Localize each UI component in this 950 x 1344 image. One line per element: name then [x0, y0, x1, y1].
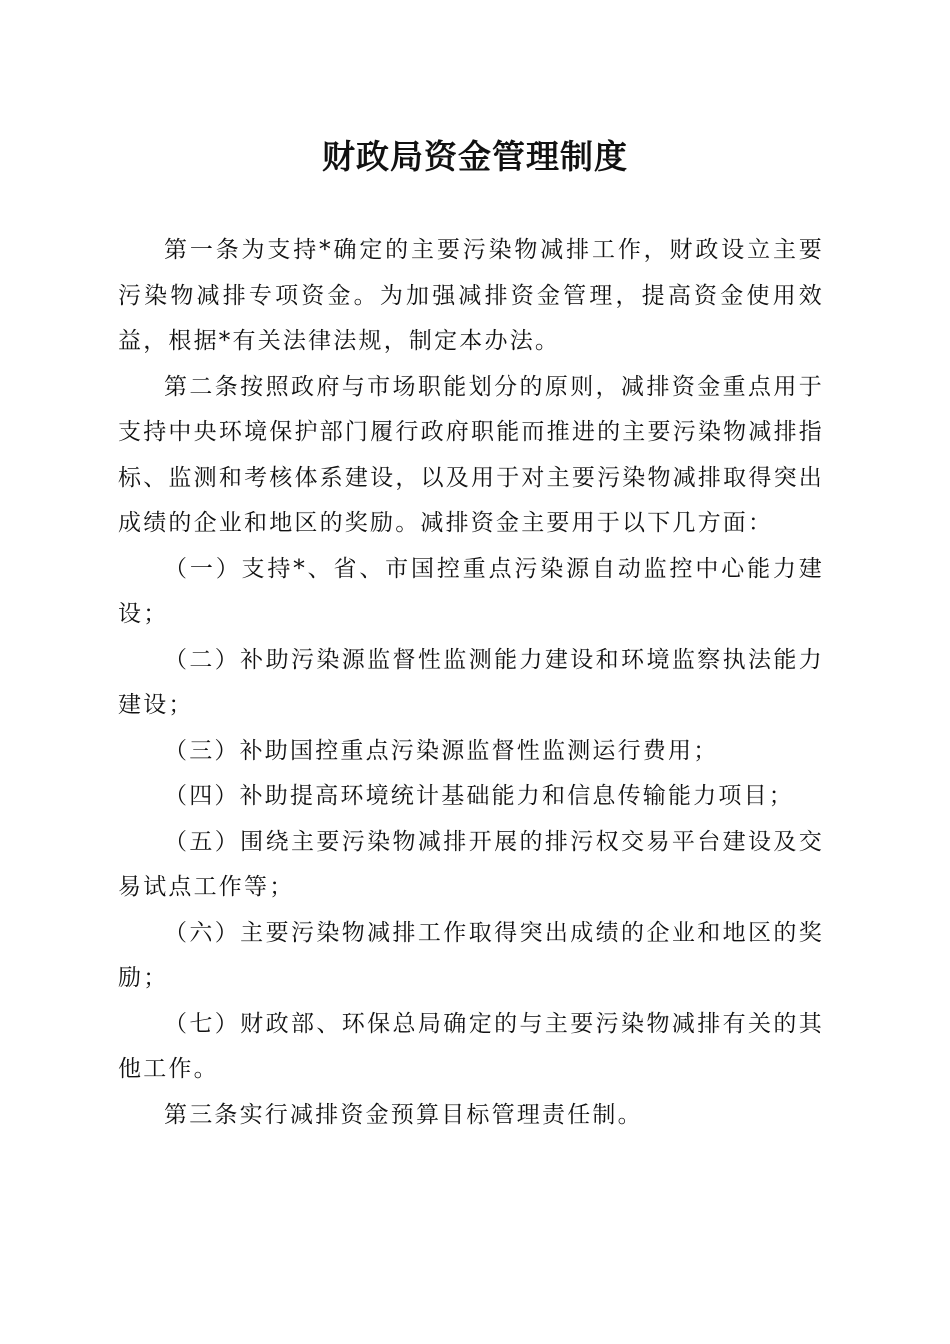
list-item-2: （二）补助污染源监督性监测能力建设和环境监察执法能力建设； [118, 646, 824, 718]
list-item-7: （七）财政部、环保总局确定的与主要污染物减排有关的其他工作。 [118, 1010, 824, 1082]
list-item-6: （六）主要污染物减排工作取得突出成绩的企业和地区的奖励； [118, 919, 824, 991]
article-1-paragraph: 第一条为支持*确定的主要污染物减排工作，财政设立主要污染物减排专项资金。为加强减排资金管理，提高资金使用效益，根据*有关法律法规，制定本办法。 [118, 237, 824, 354]
article-3-paragraph: 第三条实行减排资金预算目标管理责任制。 [164, 1101, 643, 1128]
list-item-1: （一）支持*、省、市国控重点污染源自动监控中心能力建设； [118, 555, 824, 627]
document-title: 财政局资金管理制度 [322, 137, 628, 176]
list-item-3: （三）补助国控重点污染源监督性监测运行费用； [164, 737, 719, 764]
document-body [118, 228, 824, 1138]
list-item-4: （四）补助提高环境统计基础能力和信息传输能力项目； [164, 783, 794, 809]
article-2-paragraph: 第二条按照政府与市场职能划分的原则，减排资金重点用于支持中央环境保护部门履行政府职能而推进的主要污染物减排指标、监测和考核体系建设，以及用于对主要污染物减排取得突出成绩的企业和地区的奖励。减排资金主要用于以下几方面： [118, 373, 824, 536]
list-item-5: （五）围绕主要污染物减排开展的排污权交易平台建设及交易试点工作等； [118, 828, 824, 900]
